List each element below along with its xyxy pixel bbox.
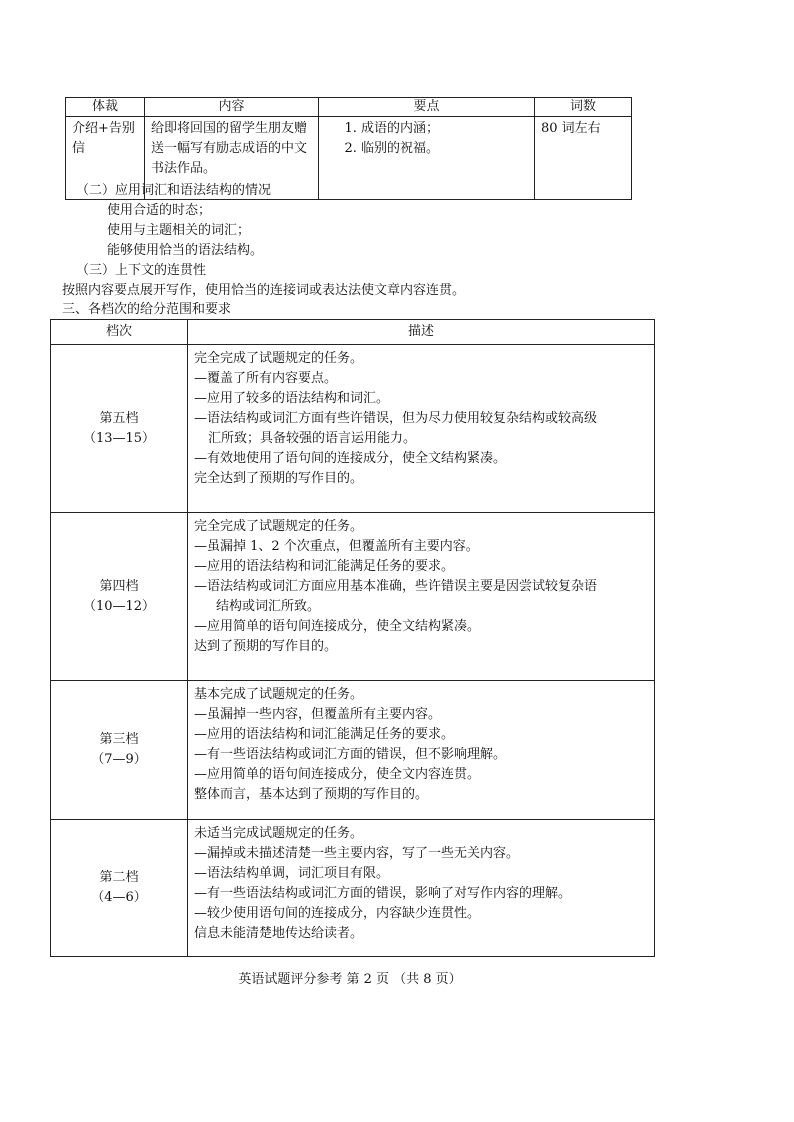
content-cell: 给即将回国的留学生朋友赠送一幅写有励志成语的中文书法作品。 <box>145 117 319 200</box>
description-line: —语法结构单调，词汇项目有限。 <box>194 866 390 881</box>
points-cell <box>319 117 535 200</box>
description-line: 基本完成了试题规定的任务。 <box>194 687 364 702</box>
header-genre: 体裁 <box>66 98 145 117</box>
word-count-cell: 80 词左右 <box>535 117 632 200</box>
description-line: —有效地使用了语句间的连接成分，使全文结构紧凑。 <box>194 451 507 466</box>
description-line: —覆盖了所有内容要点。 <box>194 371 338 386</box>
grade-level-cell <box>51 513 188 681</box>
description-line: —应用的语法结构和词汇能满足任务的要求。 <box>194 559 455 574</box>
vocab-item: 使用与主题相关的词汇； <box>107 223 251 238</box>
grade-range: （4—6） <box>91 890 147 905</box>
grade-level-cell <box>51 345 188 513</box>
description-line: —虽漏掉 1、2 个次重点，但覆盖所有主要内容。 <box>194 539 479 554</box>
description-line: 完全完成了试题规定的任务。 <box>194 351 364 366</box>
task-table-header-row <box>66 98 632 117</box>
grade-table <box>50 319 655 957</box>
description-line: —应用简单的语句间连接成分，使全文内容连贯。 <box>194 767 481 782</box>
grade-row <box>51 513 655 681</box>
description-line: —语法结构或词汇方面有些许错误，但为尽力使用较复杂结构或较高级 <box>194 411 598 426</box>
description-line: 完全完成了试题规定的任务。 <box>194 519 364 534</box>
description-line: —有一些语法结构或词汇方面的错误，影响了对写作内容的理解。 <box>194 886 572 901</box>
description-line: 整体而言，基本达到了预期的写作目的。 <box>194 787 429 802</box>
section-vocab-title: （二）应用词汇和语法结构的情况 <box>76 183 272 198</box>
grade-name: 第二档 <box>99 870 139 885</box>
grade-level-cell <box>51 681 188 820</box>
description-line: 达到了预期的写作目的。 <box>194 639 338 654</box>
section-three-title: 三、各档次的给分范围和要求 <box>62 302 232 317</box>
description-line: —语法结构或词汇方面应用基本准确，些许错误主要是因尝试较复杂语 <box>194 579 598 594</box>
description-line: —虽漏掉一些内容，但覆盖所有主要内容。 <box>194 707 442 722</box>
header-level: 档次 <box>51 320 188 345</box>
grade-description-cell <box>188 513 655 681</box>
grade-level-cell <box>51 820 188 957</box>
grade-name: 第三档 <box>99 732 139 747</box>
grade-range: （7—9） <box>91 752 147 767</box>
description-line: —应用的语法结构和词汇能满足任务的要求。 <box>194 727 455 742</box>
point-item: 1. 成语的内涵； <box>361 119 528 139</box>
description-line: —应用了较多的语法结构和词汇。 <box>194 391 390 406</box>
points-list <box>325 119 528 159</box>
description-line: —应用简单的语句间连接成分，使全文结构紧凑。 <box>194 619 481 634</box>
grade-table-header-row <box>51 320 655 345</box>
section-coherence-title: （三）上下文的连贯性 <box>76 263 207 278</box>
header-description: 描述 <box>188 320 655 345</box>
description-line: —较少使用语句间的连接成分，内容缺少连贯性。 <box>194 906 481 921</box>
grade-range: （13—15） <box>82 430 156 446</box>
header-content: 内容 <box>145 98 319 117</box>
vocab-item: 能够使用恰当的语法结构。 <box>107 243 264 258</box>
header-word-count: 词数 <box>535 98 632 117</box>
description-line: 信息未能清楚地传达给读者。 <box>194 926 364 941</box>
point-item: 2. 临别的祝福。 <box>361 139 528 159</box>
vocab-item: 使用合适的时态； <box>107 203 212 218</box>
grade-range: （10—12） <box>82 598 156 614</box>
page-footer: 英语试题评分参考 第 2 页 （共 8 页） <box>238 972 462 987</box>
description-line: 未适当完成试题规定的任务。 <box>194 826 364 841</box>
grade-row <box>51 345 655 513</box>
description-line: —漏掉或未描述清楚一些主要内容，写了一些无关内容。 <box>194 846 520 861</box>
description-line: 结构或词汇所致。 <box>216 599 321 614</box>
grade-description-cell <box>188 820 655 957</box>
grade-row <box>51 681 655 820</box>
genre-cell: 介绍+告别信 <box>66 117 145 200</box>
grade-name: 第五档 <box>99 410 139 426</box>
description-line: —有一些语法结构或词汇方面的错误，但不影响理解。 <box>194 747 507 762</box>
grade-description-cell <box>188 681 655 820</box>
section-coherence-text: 按照内容要点展开写作，使用恰当的连接词或表达法使文章内容连贯。 <box>62 283 466 298</box>
description-line: 汇所致；具备较强的语言运用能力。 <box>208 431 417 446</box>
header-points: 要点 <box>319 98 535 117</box>
description-line: 完全达到了预期的写作目的。 <box>194 471 364 486</box>
grade-name: 第四档 <box>99 578 139 594</box>
grade-row <box>51 820 655 957</box>
grade-description-cell <box>188 345 655 513</box>
